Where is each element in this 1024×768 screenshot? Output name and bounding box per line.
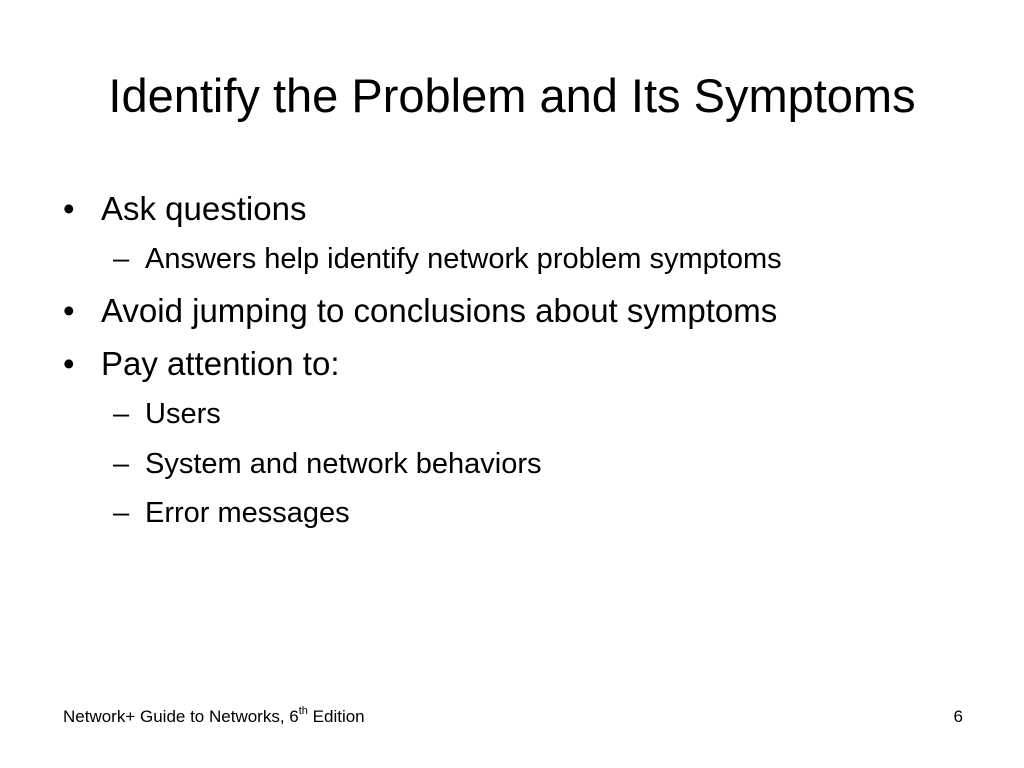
bullet-text: Avoid jumping to conclusions about symptoms xyxy=(101,292,778,329)
bullet-marker: • xyxy=(63,345,75,382)
page-number: 6 xyxy=(953,707,963,726)
sub-bullet-marker: – xyxy=(113,497,130,529)
sub-bullet-text: Answers help identify network problem symptoms xyxy=(145,243,782,275)
footer-book-title xyxy=(63,706,365,728)
sub-bullet-text: Users xyxy=(145,398,221,430)
footer-book-title-main: Network+ Guide to Networks, 6 xyxy=(63,707,299,726)
bullet-marker: • xyxy=(63,190,75,227)
slide-title: Identify the Problem and Its Symptoms xyxy=(108,69,916,122)
sub-bullet-marker: – xyxy=(113,398,130,430)
bullet-marker: • xyxy=(63,292,75,329)
bullet-text: Pay attention to: xyxy=(101,345,340,382)
sub-bullet-marker: – xyxy=(113,243,130,275)
sub-bullet-text: System and network behaviors xyxy=(145,448,542,480)
footer-book-title-edition: Edition xyxy=(307,707,365,726)
footer-superscript: th xyxy=(298,705,308,718)
sub-bullet-text: Error messages xyxy=(145,497,350,529)
sub-bullet-marker: – xyxy=(113,448,130,480)
bullet-text: Ask questions xyxy=(101,190,307,227)
